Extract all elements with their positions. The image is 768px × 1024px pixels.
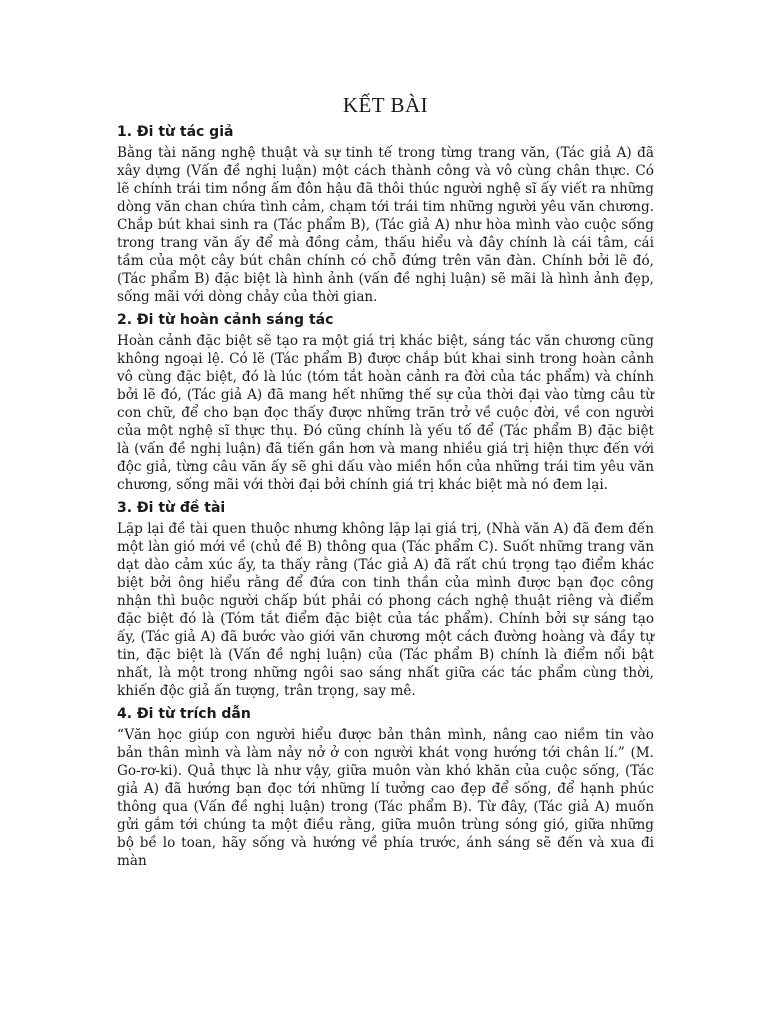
section-paragraph: Hoàn cảnh đặc biệt sẽ tạo ra một giá trị khác biệt, sáng tác văn chương cũng không ngoại lệ. Có lẽ (Tác phẩm B) được chắp bút khai sinh trong hoàn cảnh vô cùng đặc biệt, đó là lúc (tóm tắt hoàn cảnh ra đời của tác phẩm) và chính bởi lẽ đó, (Tác giả A) đã mang hết những thế sự của thời đại vào từng câu từ con chữ, để cho bạn đọc thấy được những trăn trở về cuộc đời, về con người của một nghệ sĩ thực thụ. Đó cũng chính là yếu tố để (Tác phẩm B) đặc biệt là (vấn đề nghị luận) đã tiến gần hơn và mang nhiều giá trị hiện thực đến với độc giả, từng câu văn ấy sẽ ghi dấu vào miền hồn của những trái tim yêu văn chương, sống mãi với thời đại bởi chính giá trị khác biệt mà nó đem lại. (117, 333, 654, 493)
section-paragraph: Bằng tài năng nghệ thuật và sự tinh tế trong từng trang văn, (Tác giả A) đã xây dựng (Vấn đề nghị luận) một cách thành công và vô cùng chân thực. Có lẽ chính trái tim nồng ấm đôn hậu đã thôi thúc người nghệ sĩ ấy viết ra những dòng văn chan chứa tình cảm, chạm tới trái tim những người yêu văn chương. Chắp bút khai sinh ra (Tác phẩm B), (Tác giả A) như hòa mình vào cuộc sống trong trang văn ấy để mà đồng cảm, thấu hiểu và đây chính là cái tâm, cái tầm của một cây bút chân chính có chỗ đứng trên văn đàn. Chính bởi lẽ đó, (Tác phẩm B) đặc biệt là hình ảnh (vấn đề nghị luận) sẽ mãi là hình ảnh đẹp, sống mãi với dòng chảy của thời gian. (117, 145, 654, 305)
section-heading: 3. Đi từ đề tài (117, 500, 226, 516)
section-heading: 2. Đi từ hoàn cảnh sáng tác (117, 312, 334, 328)
section-paragraph: “Văn học giúp con người hiểu được bản thân mình, nâng cao niềm tin vào bản thân mình và làm nảy nở ở con người khát vọng hướng tới chân lí.” (M. Go-rơ-ki). Quả thực là như vậy, giữa muôn vàn khó khăn của cuộc sống, (Tác giả A) đã hướng bạn đọc tới những lí tưởng cao đẹp để sống, để hạnh phúc thông qua (Vấn đề nghị luận) trong (Tác phẩm B). Từ đây, (Tác giả A) muốn gửi gắm tới chúng ta một điều rằng, giữa muôn trùng sóng gió, giữa những bộ bề lo toan, hãy sống và hướng về phía trước, ánh sáng sẽ đến và xua đi màn (117, 727, 654, 869)
section-quote (117, 704, 654, 870)
section-author (117, 122, 654, 306)
section-heading: 1. Đi từ tác giả (117, 124, 234, 140)
section-heading: 4. Đi từ trích dẫn (117, 706, 251, 722)
page-title: KẾT BÀI (342, 93, 429, 117)
section-topic (117, 498, 654, 700)
section-paragraph: Lặp lại đề tài quen thuộc nhưng không lặp lại giá trị, (Nhà văn A) đã đem đến một làn gió mới về (chủ đề B) thông qua (Tác phẩm C). Suốt những trang văn dạt dào cảm xúc ấy, ta thấy rằng (Tác giả A) đã rất chú trọng tạo điểm khác biệt bởi ông hiểu rằng để đứa con tinh thần của mình được bạn đọc công nhận thì buộc người chấp bút phải có phong cách nghệ thuật riêng và điểm đặc biệt đó là (Tóm tắt điểm đặc biệt của tác phẩm). Chính bởi sự sáng tạo ấy, (Tác giả A) đã bước vào giới văn chương một cách đường hoàng và đầy tự tin, đặc biệt là (Vấn đề nghị luận) của (Tác phẩm B) chính là điểm nổi bật nhất, là một trong những ngôi sao sáng nhất giữa các tác phẩm cùng thời, khiến độc giả ấn tượng, trân trọng, say mê. (117, 521, 654, 699)
section-context (117, 310, 654, 494)
document-page (117, 92, 654, 874)
